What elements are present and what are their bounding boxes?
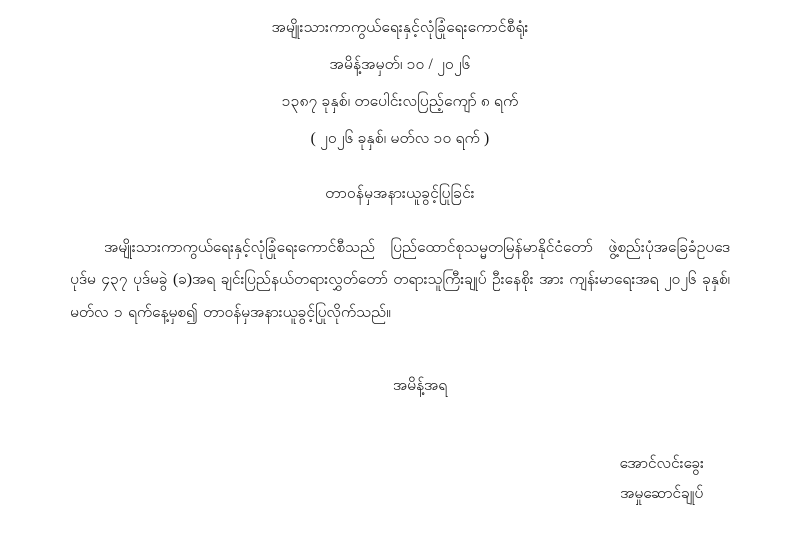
document-header [70, 14, 730, 153]
signature-block [619, 449, 704, 508]
document-subject: တာဝန်မှအနားယူခွင့်ပြုခြင်း [325, 184, 475, 202]
body-paragraph: အမျိုးသားကာကွယ်ရေးနှင့်လုံခြုံရေးကောင်စီသည် ပြည်ထောင်စုသမ္မတမြန်မာနိုင်ငံတော် ဖွဲ့စည်းပုံအခြေခံဥပဒေ ပုဒ်မ ၄၃၇ ပုဒ်မခွဲ (ခ)အရ ချင်းပြည်နယ်တရားလွှတ်တော် တရားသူကြီးချုပ် ဦးနေစိုး အား ကျန်းမာရေးအရ ၂၀၂၆ ခုနှစ်၊ မတ်လ ၁ ရက်နေ့မှစ၍ တာဝန်မှအနားယူခွင့်ပြုလိုက်သည်။ [70, 238, 730, 321]
by-order-label: အမိန့်အရ [392, 377, 448, 395]
order-number: အမိန့်အမှတ်၊ ၁၀ / ၂၀၂၆ [329, 56, 471, 74]
signatory-name: အောင်လင်းခွေး [619, 455, 704, 473]
signatory-title: အမှုဆောင်ချုပ် [620, 484, 704, 502]
date-myanmar-calendar: ၁၃၈၇ ခုနှစ်၊ တပေါင်းလပြည့်ကျော် ၈ ရက် [281, 93, 519, 111]
organization-name: အမျိုးသားကာကွယ်ရေးနှင့်လုံခြုံရေးကောင်စီရုံး [271, 19, 529, 36]
document-body [70, 232, 730, 330]
date-gregorian-calendar: ( ၂၀၂၆ ခုနှစ်၊ မတ်လ ၁၀ ရက် ) [310, 130, 490, 148]
